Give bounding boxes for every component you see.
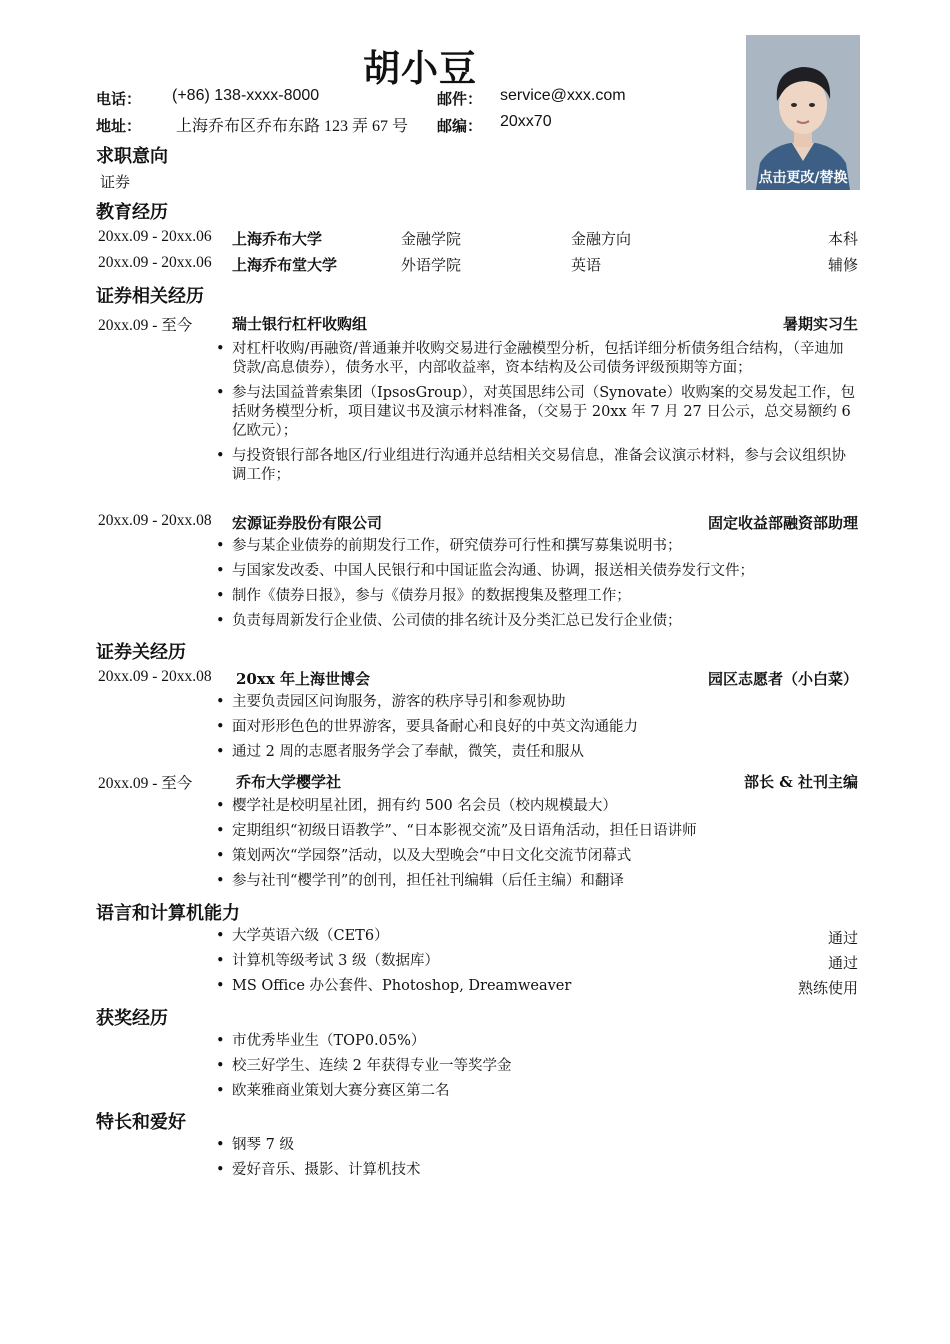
exp-org: 乔布大学樱学社 <box>236 773 342 791</box>
edu-school: 上海乔布大学 <box>232 230 323 248</box>
exp-bullets <box>216 340 858 491</box>
email-value[interactable]: service@xxx.com <box>500 87 626 104</box>
list-item: • 市优秀毕业生（TOP0.05%） <box>216 1032 858 1051</box>
list-item: • 制作《债券日报》，参与《债券月报》的数据搜集及整理工作； <box>216 587 858 606</box>
edu-date: 20xx.09 - 20xx.06 <box>98 254 212 271</box>
list-item: • 爱好音乐、摄影、计算机技术 <box>216 1161 858 1180</box>
address-label: 地址： <box>96 117 142 135</box>
list-item: • 面对形形色色的世界游客，要具备耐心和良好的中英文沟通能力 <box>216 718 858 737</box>
address-value: 上海乔布区乔布东路 123 弄 67 号 <box>176 118 409 135</box>
edu-degree: 本科 <box>827 230 858 248</box>
phone-label: 电话： <box>96 90 142 108</box>
section-skills-title: 语言和计算机能力 <box>96 903 240 924</box>
skill-level: 通过 <box>827 954 858 972</box>
awards-list <box>216 1032 858 1107</box>
phone-value: (+86) 138-xxxx-8000 <box>172 87 320 104</box>
intent-value: 证券 <box>100 173 131 191</box>
exp-bullets <box>216 797 858 897</box>
zip-label: 邮编： <box>437 117 483 135</box>
edu-degree: 辅修 <box>827 256 858 274</box>
exp-org: 20xx 年上海世博会 <box>236 670 370 688</box>
exp-role: 固定收益部融资部助理 <box>707 514 858 532</box>
list-item: • 对杠杆收购/再融资/普通兼并收购交易进行金融模型分析，包括详细分析债务组合结构，（辛迪加贷款/高息债券），债务水平，内部收益率，资本结构及公司债务评级预期等方面； <box>216 340 858 378</box>
section-hobbies-title: 特长和爱好 <box>96 1112 186 1133</box>
list-item: • 负责每周新发行企业债、公司债的排名统计及分类汇总已发行企业债； <box>216 612 858 631</box>
email-label: 邮件： <box>437 90 483 108</box>
section-education-title: 教育经历 <box>96 202 168 223</box>
exp-role: 暑期实习生 <box>782 315 858 333</box>
list-item: • 欧莱雅商业策划大赛分赛区第二名 <box>216 1082 858 1101</box>
list-item: • 与国家发改委、中国人民银行和中国证监会沟通、协调，报送相关债券发行文件； <box>216 562 858 581</box>
section-intent-title: 求职意向 <box>96 146 168 167</box>
edu-major: 英语 <box>571 256 602 274</box>
list-item: • 樱学社是校明星社团，拥有约 500 名会员（校内规模最大） <box>216 797 858 816</box>
exp-role: 部长 & 社刊主编 <box>744 773 858 791</box>
edu-school: 上海乔布堂大学 <box>232 256 338 274</box>
section-exp1-title: 证券相关经历 <box>96 286 204 307</box>
list-item: • 计算机等级考试 3 级（数据库） <box>216 952 858 971</box>
skill-level: 熟练使用 <box>797 979 858 997</box>
list-item: • MS Office 办公套件、Photoshop, Dreamweaver <box>216 977 858 996</box>
section-awards-title: 获奖经历 <box>96 1008 168 1029</box>
list-item: • 参与某企业债券的前期发行工作，研究债券可行性和撰写募集说明书； <box>216 537 858 556</box>
list-item: • 通过 2 周的志愿者服务学会了奉献，微笑，责任和服从 <box>216 743 858 762</box>
edu-date: 20xx.09 - 20xx.06 <box>98 228 212 245</box>
skill-level: 通过 <box>827 929 858 947</box>
exp-bullets <box>216 693 858 768</box>
list-item: • 定期组织“初级日语教学”、“日本影视交流”及日语角活动，担任日语讲师 <box>216 822 858 841</box>
exp-org: 瑞士银行杠杆收购组 <box>232 315 368 333</box>
exp-date: 20xx.09 - 至今 <box>98 775 193 792</box>
profile-photo[interactable] <box>746 35 860 190</box>
list-item: • 大学英语六级（CET6） <box>216 927 858 946</box>
edu-college: 外语学院 <box>401 256 462 274</box>
list-item: • 校三好学生、连续 2 年获得专业一等奖学金 <box>216 1057 858 1076</box>
list-item: • 钢琴 7 级 <box>216 1136 858 1155</box>
list-item: • 与投资银行部各地区/行业组进行沟通并总结相关交易信息，准备会议演示材料，参与会议组织协调工作； <box>216 447 858 485</box>
exp-date: 20xx.09 - 20xx.08 <box>98 668 212 685</box>
photo-caption[interactable]: 点击更改/替换 <box>758 170 848 186</box>
exp-date: 20xx.09 - 20xx.08 <box>98 512 212 529</box>
hobbies-list <box>216 1136 858 1186</box>
section-exp2-title: 证券关经历 <box>96 642 186 663</box>
resume-name: 胡小豆 <box>363 47 477 90</box>
exp-bullets <box>216 537 858 637</box>
exp-role: 园区志愿者（小白菜） <box>707 670 858 688</box>
zip-value: 20xx70 <box>500 113 552 130</box>
list-item: • 策划两次“学园祭”活动，以及大型晚会“中日文化交流节闭幕式 <box>216 847 858 866</box>
edu-college: 金融学院 <box>401 230 462 248</box>
list-item: • 主要负责园区问询服务，游客的秩序导引和参观协助 <box>216 693 858 712</box>
list-item: • 参与社刊“樱学刊”的创刊，担任社刊编辑（后任主编）和翻译 <box>216 872 858 891</box>
skills-list <box>216 927 858 1002</box>
exp-org: 宏源证券股份有限公司 <box>232 514 383 532</box>
exp-date: 20xx.09 - 至今 <box>98 317 193 334</box>
list-item: • 参与法国益普索集团（IpsosGroup），对英国思纬公司（Synovate）收购案的交易发起工作，包括财务模型分析，项目建议书及演示材料准备，（交易于 20xx 年 7 月 27 日公示，总交易额约 6 亿欧元）； <box>216 384 858 441</box>
edu-major: 金融方向 <box>571 230 632 248</box>
